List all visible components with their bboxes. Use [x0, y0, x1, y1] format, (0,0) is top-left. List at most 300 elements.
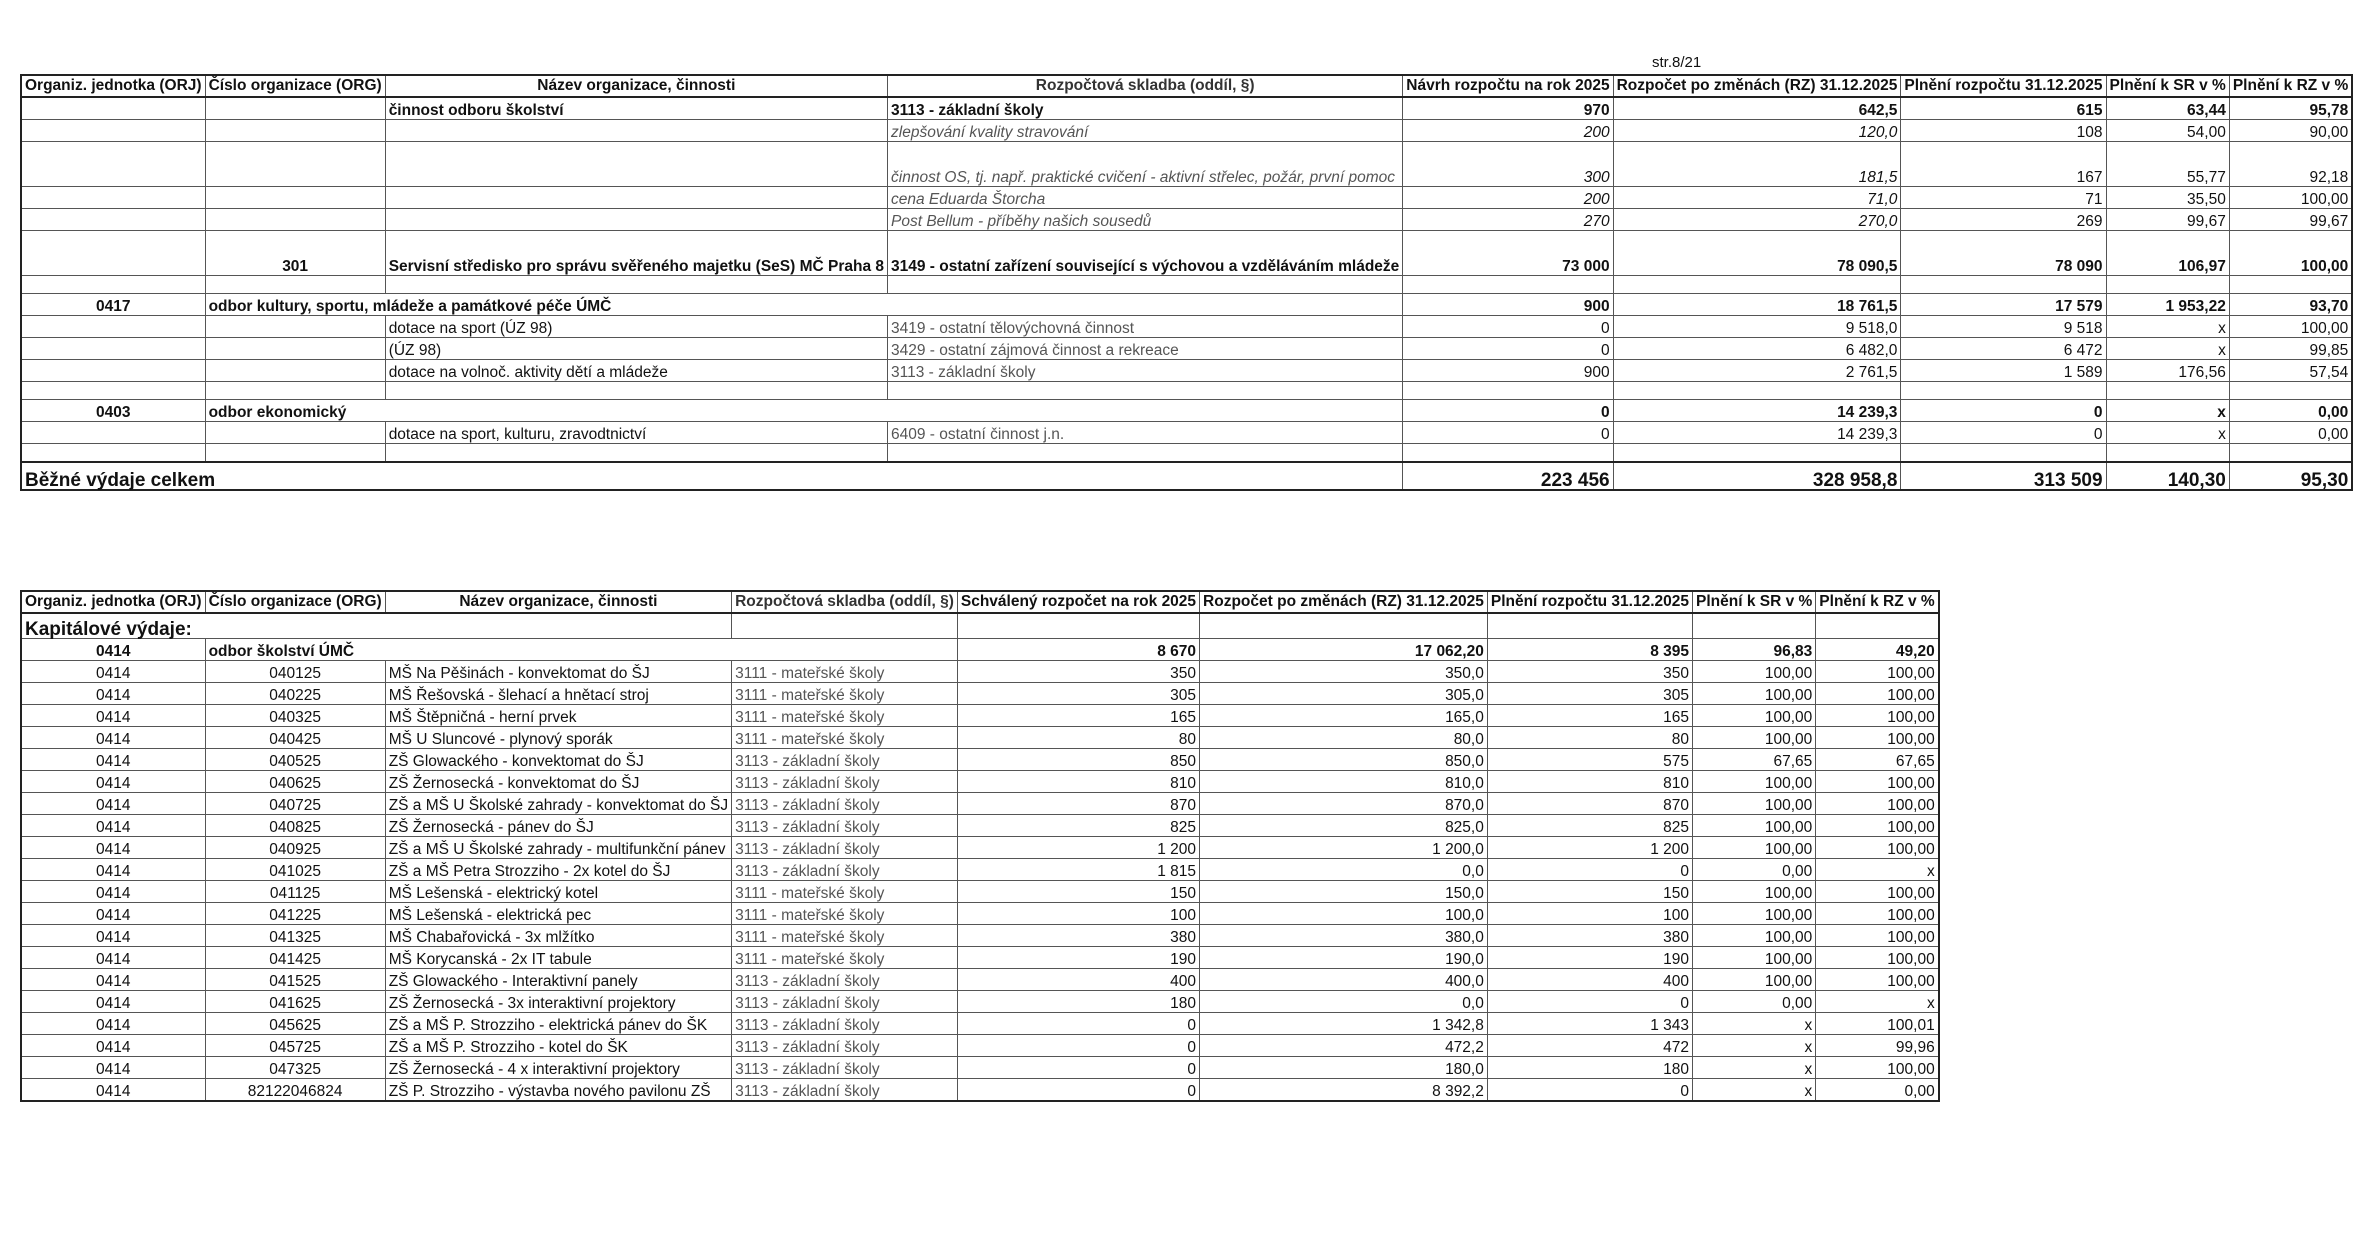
row-nazev: Servisní středisko pro správu svěřeného majetku (SeS) MČ Praha 8	[385, 231, 887, 276]
row-rz: 6 482,0	[1613, 338, 1901, 360]
row-rz: 810,0	[1200, 771, 1488, 793]
row-rz: 181,5	[1613, 142, 1901, 187]
row-org: 040525	[205, 749, 385, 771]
row-navrh: 200	[1403, 187, 1613, 209]
row-orj	[21, 209, 205, 231]
row-skladba: zlepšování kvality stravování	[888, 120, 1403, 142]
table-row	[21, 231, 2352, 276]
table-row	[21, 661, 1939, 683]
table-row	[21, 1057, 1939, 1079]
row-krz: 0,00	[1816, 1079, 1939, 1102]
row-org: 041425	[205, 947, 385, 969]
row-org	[205, 422, 385, 444]
row-skladba: 3111 - mateřské školy	[732, 661, 958, 683]
table-row	[21, 859, 1939, 881]
row-rz: 1 200,0	[1200, 837, 1488, 859]
table-row	[21, 444, 2352, 463]
row-org: 041225	[205, 903, 385, 925]
row-skladba: 3113 - základní školy	[888, 360, 1403, 382]
row-nazev: ZŠ Žernosecká - 4 x interaktivní projektory	[385, 1057, 731, 1079]
row-plneni	[1901, 382, 2106, 400]
row-rz: 18 761,5	[1613, 294, 1901, 316]
table-row	[21, 276, 2352, 294]
row-nazev: ZŠ P. Strozziho - výstavba nového pavilonu ZŠ	[385, 1079, 731, 1102]
row-plneni: 167	[1901, 142, 2106, 187]
row-krz: 0,00	[2229, 422, 2352, 444]
row-org: 040125	[205, 661, 385, 683]
header-krz: Plnění k RZ v %	[2229, 75, 2352, 97]
table-row	[21, 97, 2352, 120]
table-row	[21, 187, 2352, 209]
row-rz: 9 518,0	[1613, 316, 1901, 338]
table-row	[21, 338, 2352, 360]
row-navrh: 0	[1403, 338, 1613, 360]
row-org: 045625	[205, 1013, 385, 1035]
row-skladba: 6409 - ostatní činnost j.n.	[888, 422, 1403, 444]
row-plneni: 6 472	[1901, 338, 2106, 360]
header-nazev: Název organizace, činnosti	[385, 591, 731, 613]
row-skladba	[888, 276, 1403, 294]
row-orj	[21, 120, 205, 142]
row-plneni: 165	[1487, 705, 1692, 727]
row-plneni: 305	[1487, 683, 1692, 705]
table-row	[21, 382, 2352, 400]
row-ksr: 0,00	[1693, 991, 1816, 1013]
header-org: Číslo organizace (ORG)	[205, 75, 385, 97]
row-plneni: 0	[1901, 422, 2106, 444]
row-krz: 93,70	[2229, 294, 2352, 316]
row-krz: 100,00	[1816, 793, 1939, 815]
row-skladba: 3113 - základní školy	[732, 1035, 958, 1057]
row-navrh: 350	[957, 661, 1199, 683]
row-orj: 0414	[21, 705, 205, 727]
total-rz: 328 958,8	[1613, 462, 1901, 490]
row-nazev: ZŠ Žernosecká - konvektomat do ŠJ	[385, 771, 731, 793]
row-krz: 100,00	[1816, 925, 1939, 947]
row-navrh: 0	[1403, 422, 1613, 444]
row-skladba: 3111 - mateřské školy	[732, 881, 958, 903]
row-org	[205, 276, 385, 294]
row-orj: 0414	[21, 1079, 205, 1102]
row-skladba: 3113 - základní školy	[732, 969, 958, 991]
row-plneni: 472	[1487, 1035, 1692, 1057]
row-ksr: 63,44	[2106, 97, 2229, 120]
row-krz: 100,00	[1816, 903, 1939, 925]
row-ksr	[2106, 382, 2229, 400]
row-rz	[1613, 276, 1901, 294]
row-ksr: x	[2106, 422, 2229, 444]
row-plneni: 1 343	[1487, 1013, 1692, 1035]
table-row	[21, 400, 2352, 422]
row-plneni: 108	[1901, 120, 2106, 142]
row-navrh: 0	[957, 1035, 1199, 1057]
row-ksr: x	[1693, 1035, 1816, 1057]
row-orj: 0414	[21, 771, 205, 793]
row-plneni: 1 200	[1487, 837, 1692, 859]
row-orj: 0414	[21, 1057, 205, 1079]
row-ksr: 100,00	[1693, 815, 1816, 837]
row-rz: 8 392,2	[1200, 1079, 1488, 1102]
row-nazev: ZŠ a MŠ P. Strozziho - elektrická pánev do ŠK	[385, 1013, 731, 1035]
table-row	[21, 969, 1939, 991]
row-plneni: 150	[1487, 881, 1692, 903]
row-skladba: 3111 - mateřské školy	[732, 925, 958, 947]
table-row	[21, 294, 2352, 316]
table-row	[21, 209, 2352, 231]
row-plneni: 575	[1487, 749, 1692, 771]
row-plneni: 0	[1487, 1079, 1692, 1102]
row-ksr: 55,77	[2106, 142, 2229, 187]
row-ksr: 0,00	[1693, 859, 1816, 881]
row-skladba: Post Bellum - příběhy našich sousedů	[888, 209, 1403, 231]
row-nazev: MŠ Chabařovická - 3x mlžítko	[385, 925, 731, 947]
total-ksr: 140,30	[2106, 462, 2229, 490]
row-rz: 472,2	[1200, 1035, 1488, 1057]
row-orj	[21, 231, 205, 276]
table-row	[21, 903, 1939, 925]
row-navrh: 400	[957, 969, 1199, 991]
row-navrh: 150	[957, 881, 1199, 903]
row-nazev	[385, 120, 887, 142]
row-org	[205, 142, 385, 187]
row-navrh: 0	[957, 1013, 1199, 1035]
row-navrh: 1 200	[957, 837, 1199, 859]
row-nazev: dotace na volnoč. aktivity dětí a mládeže	[385, 360, 887, 382]
row-rz: 400,0	[1200, 969, 1488, 991]
row-ksr: 176,56	[2106, 360, 2229, 382]
row-rz: 825,0	[1200, 815, 1488, 837]
row-krz: 100,00	[1816, 683, 1939, 705]
row-nazev: činnost odboru školství	[385, 97, 887, 120]
row-navrh: 200	[1403, 120, 1613, 142]
row-skladba: 3113 - základní školy	[732, 859, 958, 881]
row-rz: 71,0	[1613, 187, 1901, 209]
group-navrh: 8 670	[957, 639, 1199, 661]
table-header-row	[21, 75, 2352, 97]
row-orj: 0403	[21, 400, 205, 422]
row-nazev: ZŠ Glowackého - Interaktivní panely	[385, 969, 731, 991]
row-ksr: 100,00	[1693, 947, 1816, 969]
row-navrh: 380	[957, 925, 1199, 947]
row-org: 040825	[205, 815, 385, 837]
row-org: 045725	[205, 1035, 385, 1057]
row-krz: 99,85	[2229, 338, 2352, 360]
row-krz: x	[1816, 859, 1939, 881]
row-org: 041025	[205, 859, 385, 881]
table-row	[21, 1079, 1939, 1102]
table-row	[21, 683, 1939, 705]
row-plneni: 190	[1487, 947, 1692, 969]
row-org	[205, 382, 385, 400]
row-org: 040625	[205, 771, 385, 793]
row-rz: 14 239,3	[1613, 400, 1901, 422]
row-nazev: ZŠ Žernosecká - pánev do ŠJ	[385, 815, 731, 837]
row-rz: 100,0	[1200, 903, 1488, 925]
row-plneni: 810	[1487, 771, 1692, 793]
row-orj	[21, 338, 205, 360]
row-nazev: MŠ Na Pěšinách - konvektomat do ŠJ	[385, 661, 731, 683]
table-row	[21, 771, 1939, 793]
row-krz: 99,67	[2229, 209, 2352, 231]
row-ksr: 100,00	[1693, 727, 1816, 749]
row-plneni: 0	[1901, 400, 2106, 422]
header-rz: Rozpočet po změnách (RZ) 31.12.2025	[1613, 75, 1901, 97]
row-orj	[21, 382, 205, 400]
row-ksr	[2106, 276, 2229, 294]
row-ksr: 100,00	[1693, 925, 1816, 947]
row-orj: 0414	[21, 925, 205, 947]
row-org: 040325	[205, 705, 385, 727]
row-krz: 100,00	[2229, 316, 2352, 338]
header-rz: Rozpočet po změnách (RZ) 31.12.2025	[1200, 591, 1488, 613]
row-plneni: 9 518	[1901, 316, 2106, 338]
row-skladba: 3111 - mateřské školy	[732, 683, 958, 705]
row-rz: 190,0	[1200, 947, 1488, 969]
row-skladba: 3113 - základní školy	[732, 815, 958, 837]
table-row	[21, 120, 2352, 142]
row-ksr: 100,00	[1693, 793, 1816, 815]
row-krz: 100,01	[1816, 1013, 1939, 1035]
row-orj: 0414	[21, 969, 205, 991]
row-nazev: ZŠ Žernosecká - 3x interaktivní projektory	[385, 991, 731, 1013]
row-rz: 850,0	[1200, 749, 1488, 771]
row-krz: 95,78	[2229, 97, 2352, 120]
row-navrh: 100	[957, 903, 1199, 925]
row-krz: 100,00	[1816, 705, 1939, 727]
row-skladba: 3113 - základní školy	[732, 771, 958, 793]
row-ksr: 106,97	[2106, 231, 2229, 276]
table-row	[21, 727, 1939, 749]
row-nazev: dotace na sport, kulturu, zravodtnictví	[385, 422, 887, 444]
table-header-row	[21, 591, 1939, 613]
table-row	[21, 793, 1939, 815]
row-navrh: 300	[1403, 142, 1613, 187]
row-plneni: 180	[1487, 1057, 1692, 1079]
header-nazev: Název organizace, činnosti	[385, 75, 887, 97]
row-org: 040225	[205, 683, 385, 705]
row-ksr: 35,50	[2106, 187, 2229, 209]
row-ksr: 100,00	[1693, 903, 1816, 925]
row-orj: 0414	[21, 749, 205, 771]
row-rz: 380,0	[1200, 925, 1488, 947]
row-plneni: 615	[1901, 97, 2106, 120]
row-plneni: 17 579	[1901, 294, 2106, 316]
row-orj	[21, 187, 205, 209]
row-krz	[2229, 382, 2352, 400]
row-krz: 67,65	[1816, 749, 1939, 771]
row-org	[205, 97, 385, 120]
row-rz: 120,0	[1613, 120, 1901, 142]
row-krz: 100,00	[1816, 947, 1939, 969]
row-navrh: 270	[1403, 209, 1613, 231]
row-navrh: 1 815	[957, 859, 1199, 881]
row-ksr: 100,00	[1693, 881, 1816, 903]
row-orj	[21, 422, 205, 444]
header-skladba: Rozpočtová skladba (oddíl, §)	[888, 75, 1403, 97]
row-org	[205, 209, 385, 231]
row-nazev	[385, 276, 887, 294]
row-rz: 150,0	[1200, 881, 1488, 903]
header-orj: Organiz. jednotka (ORJ)	[21, 591, 205, 613]
row-plneni: 0	[1487, 859, 1692, 881]
row-nazev: ZŠ Glowackého - konvektomat do ŠJ	[385, 749, 731, 771]
row-krz: 100,00	[1816, 969, 1939, 991]
row-navrh: 900	[1403, 294, 1613, 316]
row-ksr: 67,65	[1693, 749, 1816, 771]
row-skladba: 3113 - základní školy	[732, 1079, 958, 1102]
row-ksr: x	[1693, 1057, 1816, 1079]
row-skladba	[888, 444, 1403, 463]
row-plneni: 825	[1487, 815, 1692, 837]
row-org	[205, 120, 385, 142]
row-plneni: 78 090	[1901, 231, 2106, 276]
row-krz: 100,00	[1816, 837, 1939, 859]
row-ksr: 100,00	[1693, 705, 1816, 727]
row-nazev	[385, 142, 887, 187]
row-ksr: 1 953,22	[2106, 294, 2229, 316]
row-navrh: 970	[1403, 97, 1613, 120]
row-group-label: odbor kultury, sportu, mládeže a památkové péče ÚMČ	[205, 294, 1403, 316]
row-rz: 14 239,3	[1613, 422, 1901, 444]
total-navrh: 223 456	[1403, 462, 1613, 490]
row-nazev: MŠ Štěpničná - herní prvek	[385, 705, 731, 727]
row-ksr: 100,00	[1693, 837, 1816, 859]
row-skladba: činnost OS, tj. např. praktické cvičení - aktivní střelec, požár, první pomoc	[888, 142, 1403, 187]
row-nazev: MŠ Řešovská - šlehací a hnětací stroj	[385, 683, 731, 705]
row-navrh: 0	[957, 1079, 1199, 1102]
row-plneni: 870	[1487, 793, 1692, 815]
row-skladba: 3149 - ostatní zařízení související s výchovou a vzděláváním mládeže	[888, 231, 1403, 276]
row-ksr: 100,00	[1693, 661, 1816, 683]
table-row	[21, 705, 1939, 727]
row-skladba: 3113 - základní školy	[732, 837, 958, 859]
row-navrh: 165	[957, 705, 1199, 727]
row-orj: 0414	[21, 881, 205, 903]
row-nazev: (ÚZ 98)	[385, 338, 887, 360]
row-orj: 0414	[21, 991, 205, 1013]
row-nazev: MŠ Lešenská - elektrický kotel	[385, 881, 731, 903]
row-navrh: 810	[957, 771, 1199, 793]
row-krz	[2229, 276, 2352, 294]
row-navrh: 180	[957, 991, 1199, 1013]
capital-expenditure-table	[20, 590, 1940, 1102]
row-nazev	[385, 382, 887, 400]
row-krz: 100,00	[2229, 231, 2352, 276]
header-plneni: Plnění rozpočtu 31.12.2025	[1901, 75, 2106, 97]
row-skladba: 3113 - základní školy	[732, 749, 958, 771]
row-nazev: ZŠ a MŠ Petra Strozziho - 2x kotel do ŠJ	[385, 859, 731, 881]
header-ksr: Plnění k SR v %	[2106, 75, 2229, 97]
row-org: 040425	[205, 727, 385, 749]
table-row	[21, 749, 1939, 771]
row-orj: 0414	[21, 859, 205, 881]
group-orj: 0414	[21, 639, 205, 661]
group-rz: 17 062,20	[1200, 639, 1488, 661]
row-nazev	[385, 187, 887, 209]
row-org	[205, 338, 385, 360]
row-skladba: 3111 - mateřské školy	[732, 705, 958, 727]
group-row	[21, 639, 1939, 661]
row-orj: 0414	[21, 1013, 205, 1035]
header-plneni: Plnění rozpočtu 31.12.2025	[1487, 591, 1692, 613]
row-navrh: 825	[957, 815, 1199, 837]
row-orj	[21, 276, 205, 294]
row-krz: 92,18	[2229, 142, 2352, 187]
row-orj	[21, 360, 205, 382]
row-rz: 165,0	[1200, 705, 1488, 727]
page-number: str.8/21	[1652, 54, 1702, 71]
row-navrh: 0	[1403, 400, 1613, 422]
row-navrh: 80	[957, 727, 1199, 749]
total-krz: 95,30	[2229, 462, 2352, 490]
total-label: Běžné výdaje celkem	[21, 462, 1403, 490]
row-skladba	[888, 382, 1403, 400]
row-orj: 0414	[21, 837, 205, 859]
row-krz: 100,00	[1816, 881, 1939, 903]
section-label: Kapitálové výdaje:	[21, 613, 732, 639]
row-org	[205, 444, 385, 463]
row-krz	[2229, 444, 2352, 463]
table-row	[21, 925, 1939, 947]
group-label: odbor školství ÚMČ	[205, 639, 957, 661]
row-plneni: 269	[1901, 209, 2106, 231]
row-ksr: x	[2106, 316, 2229, 338]
row-krz: 0,00	[2229, 400, 2352, 422]
row-skladba: 3113 - základní školy	[732, 793, 958, 815]
row-skladba: cena Eduarda Štorcha	[888, 187, 1403, 209]
row-org: 040925	[205, 837, 385, 859]
table-row	[21, 360, 2352, 382]
table-row	[21, 815, 1939, 837]
row-ksr: x	[1693, 1013, 1816, 1035]
row-orj: 0414	[21, 661, 205, 683]
row-skladba: 3429 - ostatní zájmová činnost a rekreace	[888, 338, 1403, 360]
row-plneni: 80	[1487, 727, 1692, 749]
table-row	[21, 1013, 1939, 1035]
row-orj: 0414	[21, 727, 205, 749]
row-org	[205, 316, 385, 338]
header-skladba: Rozpočtová skladba (oddíl, §)	[732, 591, 958, 613]
row-skladba: 3111 - mateřské školy	[732, 947, 958, 969]
row-plneni	[1901, 444, 2106, 463]
current-expenditure-table	[20, 74, 2353, 491]
row-navrh	[1403, 444, 1613, 463]
table-row	[21, 947, 1939, 969]
row-orj	[21, 142, 205, 187]
row-nazev	[385, 209, 887, 231]
row-skladba: 3113 - základní školy	[732, 991, 958, 1013]
row-org: 041325	[205, 925, 385, 947]
row-nazev: MŠ Lešenská - elektrická pec	[385, 903, 731, 925]
row-krz: 100,00	[1816, 1057, 1939, 1079]
table-row	[21, 1035, 1939, 1057]
group-krz: 49,20	[1816, 639, 1939, 661]
row-org: 301	[205, 231, 385, 276]
row-ksr: x	[2106, 338, 2229, 360]
row-rz: 180,0	[1200, 1057, 1488, 1079]
row-navrh: 850	[957, 749, 1199, 771]
section-row	[21, 613, 1939, 639]
group-ksr: 96,83	[1693, 639, 1816, 661]
row-org	[205, 360, 385, 382]
row-krz: 100,00	[1816, 661, 1939, 683]
row-krz: 90,00	[2229, 120, 2352, 142]
table-row	[21, 316, 2352, 338]
row-orj: 0414	[21, 793, 205, 815]
row-org: 041125	[205, 881, 385, 903]
row-skladba: 3111 - mateřské školy	[732, 903, 958, 925]
row-plneni: 0	[1487, 991, 1692, 1013]
